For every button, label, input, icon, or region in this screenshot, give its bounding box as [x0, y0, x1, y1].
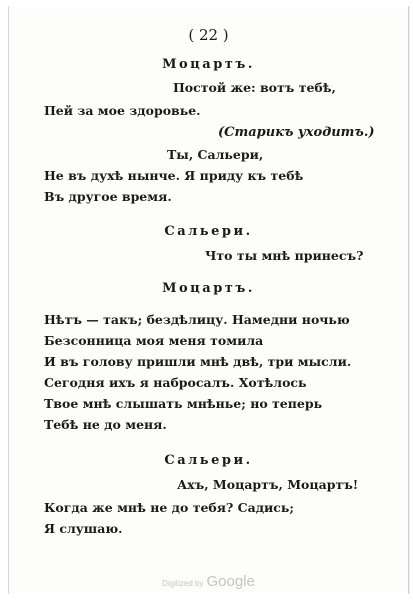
verse-line: Постой же: вотъ тебѣ, — [173, 80, 336, 95]
watermark-prefix: Digitized by — [162, 579, 204, 588]
verse-line: И въ голову пришли мнѣ двѣ, три мысли. — [44, 354, 352, 369]
verse-line: Что ты мнѣ принесъ? — [205, 248, 364, 263]
verse-line: Ахъ, Моцартъ, Моцартъ! — [177, 477, 359, 492]
verse-line: Ты, Сальери, — [167, 147, 264, 162]
watermark-logo: Google — [206, 573, 255, 590]
verse-line: Въ другое время. — [44, 189, 172, 204]
stage-direction: (Старикъ уходитъ.) — [218, 125, 375, 140]
verse-line: Пей за мое здоровье. — [44, 103, 201, 118]
verse-line: Я слушаю. — [44, 521, 123, 536]
speaker-mozart: Моцартъ. — [162, 281, 255, 296]
verse-line: Когда же мнѣ не до тебя? Садись; — [44, 500, 295, 515]
google-watermark — [9, 573, 408, 591]
verse-line: Не въ духѣ нынче. Я приду къ тебѣ — [44, 168, 304, 183]
verse-line: Твое мнѣ слышать мнѣнье; но теперь — [44, 396, 323, 411]
speaker-salieri: Сальери. — [164, 224, 253, 239]
book-page — [8, 6, 409, 594]
page-number: ( 22 ) — [188, 26, 229, 44]
speaker-mozart: Моцартъ. — [162, 57, 255, 72]
verse-line: Тебѣ не до меня. — [44, 417, 167, 432]
speaker-salieri: Сальери. — [164, 453, 253, 468]
verse-line: Безсонница моя меня томила — [44, 333, 264, 348]
verse-line: Сегодня ихъ я набросалъ. Хотѣлось — [44, 375, 307, 390]
verse-line: Нѣтъ — такъ; бездѣлицу. Намедни ночью — [44, 312, 350, 327]
